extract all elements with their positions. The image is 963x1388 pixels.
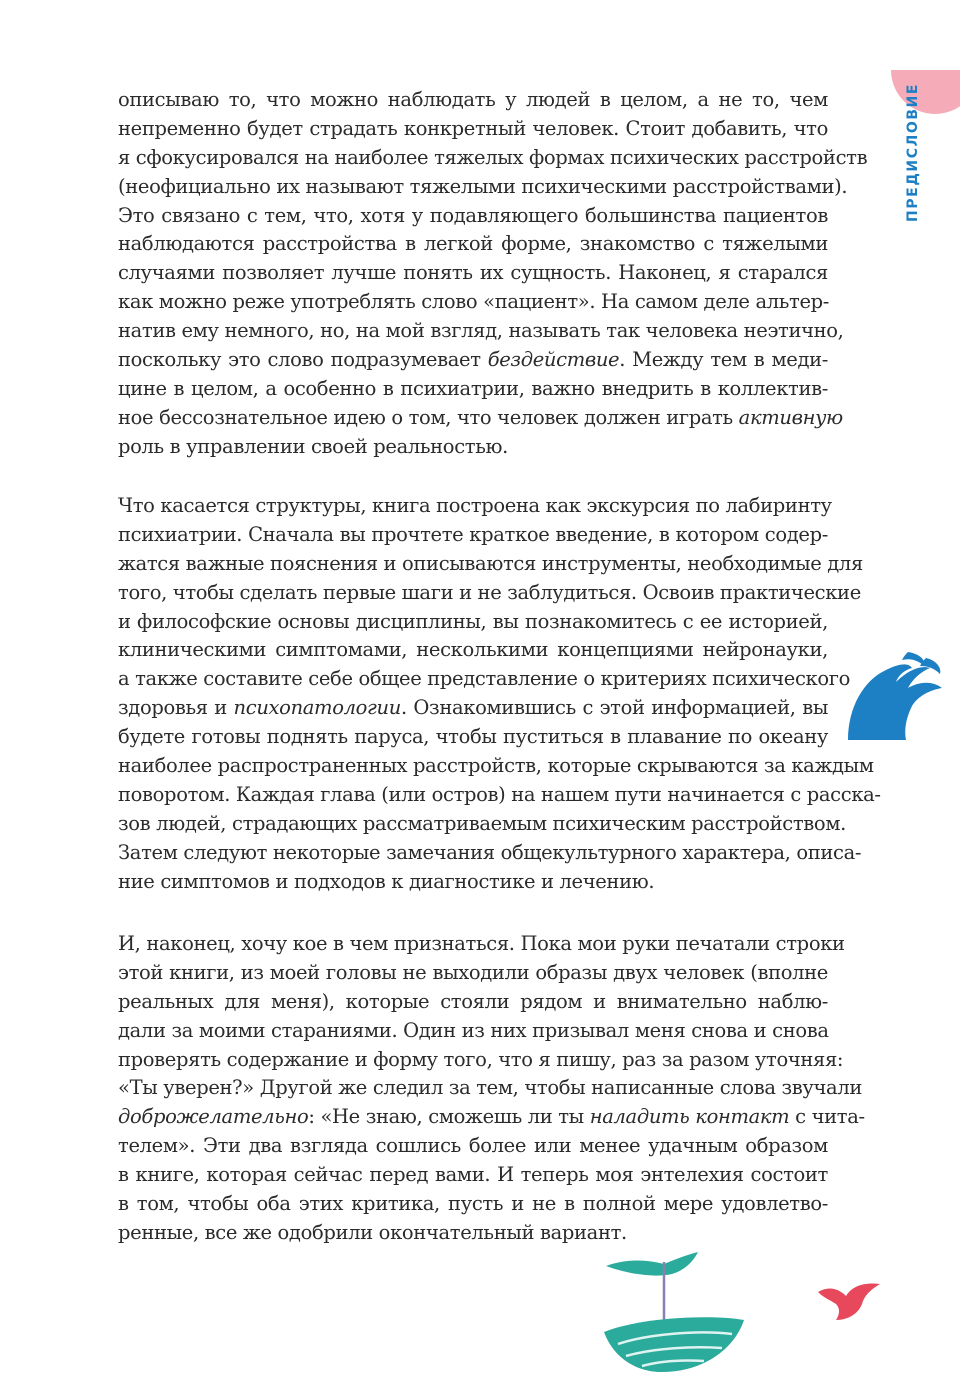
text-line: будете готовы поднять паруса, чтобы пуститься в плавание по океану (118, 725, 828, 749)
text-line: в том, чтобы оба этих критика, пусть и не в полной мере удовлетво- (118, 1192, 828, 1216)
bird-shape (818, 1284, 880, 1321)
text-line: Что касается структуры, книга построена как экскурсия по лабиринту (118, 494, 832, 517)
text-segment: . Ознакомившись с этой информацией, вы (400, 696, 828, 720)
text-line: а также составите себе общее представление о критериях психического (118, 667, 851, 691)
text-segment: : «Не знаю, сможешь ли ты (308, 1105, 590, 1129)
text-line: зов людей, страдающих рассматриваемым психическим расстройством. (118, 811, 846, 835)
text-line: (неофициально их называют тяжелыми психическими расстройствами). (118, 174, 848, 198)
text-line: того, чтобы сделать первые шаги и не заблудиться. Освоив практические (118, 580, 861, 604)
text-segment: здоровья и (118, 696, 234, 720)
wave-shape (848, 664, 942, 740)
text-line: психиатрии. Сначала вы прочтете краткое введение, в котором содер- (118, 522, 828, 546)
pink-circle-tab (890, 70, 960, 250)
text-line: цине в целом, а особенно в психиатрии, важно внедрить в коллектив- (118, 376, 828, 400)
paragraph-3 (118, 930, 865, 1248)
emphasis-text: активную (738, 405, 843, 429)
emphasis-text: бездействие (487, 348, 620, 372)
text-line: жатся важные пояснения и описываются инструменты, необходимые для (118, 551, 863, 575)
text-segment: . Между тем в меди- (619, 348, 828, 372)
section-label: ПРЕДИСЛОВИЕ (905, 82, 921, 222)
text-line: непременно будет страдать конкретный человек. Стоит добавить, что (118, 116, 828, 140)
text-line-mixed (118, 694, 828, 723)
emphasis-text: психопатологии (233, 696, 401, 720)
text-line: случаями позволяет лучше понять их сущность. Наконец, я старался (118, 261, 828, 285)
boat-flag (606, 1252, 698, 1276)
text-line: поворотом. Каждая глава (или остров) на нашем пути начинается с расска- (118, 782, 881, 806)
wave-crest (902, 652, 924, 666)
text-line: И, наконец, хочу кое в чем признаться. Пока мои руки печатали строки (118, 932, 845, 955)
text-line: проверять содержание и форму того, что я пишу, раз за разом уточняя: (118, 1047, 844, 1071)
text-line: натив ему немного, но, на мой взгляд, называть так человека неэтично, (118, 319, 844, 343)
bird-illustration (818, 1282, 882, 1326)
text-segment: с чита- (789, 1105, 865, 1129)
emphasis-text: доброжелательно (118, 1105, 309, 1129)
text-line: я сфокусировался на наиболее тяжелых формах психических расстройств (118, 145, 868, 169)
text-line: этой книги, из моей головы не выходили образы двух человек (вполне (118, 960, 828, 984)
text-line: ренные, все же одобрили окончательный вариант. (118, 1220, 627, 1244)
text-line: Затем следуют некоторые замечания общекультурного характера, описа- (118, 840, 862, 864)
wave-illustration (846, 652, 946, 742)
text-line-mixed (118, 346, 828, 375)
text-line: Это связано с тем, что, хотя у подавляющего большинства пациентов (118, 203, 828, 227)
text-line-mixed (118, 404, 843, 433)
boat-illustration (598, 1248, 748, 1378)
text-line: описываю то, что можно наблюдать у людей в целом, а не то, чем (118, 88, 828, 111)
text-line: «Ты уверен?» Другой же следил за тем, чтобы написанные слова звучали (118, 1076, 863, 1100)
text-segment: ное бессознательное идею о том, что человек должен играть (118, 405, 739, 429)
paragraph-1 (118, 86, 868, 462)
text-line-mixed (118, 1103, 865, 1132)
boat-hull (604, 1317, 744, 1372)
text-line: и философские основы дисциплины, вы познакомитесь с ее историей, (118, 609, 828, 633)
text-line: телем». Эти два взгляда сошлись более или менее удачным образом (118, 1134, 828, 1158)
paragraph-2 (118, 492, 881, 896)
text-line: ние симптомов и подходов к диагностике и лечению. (118, 869, 655, 893)
text-line: реальных для меня), которые стояли рядом и внимательно наблю- (118, 989, 828, 1013)
text-line: как можно реже употреблять слово «пациент». На самом деле альтер- (118, 290, 830, 314)
text-line: наблюдаются расстройства в легкой форме, знакомство с тяжелыми (118, 232, 828, 256)
text-line: роль в управлении своей реальностью. (118, 434, 508, 458)
text-segment: поскольку это слово подразумевает (118, 348, 488, 372)
emphasis-text: наладить контакт (589, 1105, 790, 1129)
text-line: клиническими симптомами, несколькими концепциями нейронауки, (118, 638, 828, 662)
text-line: наиболее распространенных расстройств, которые скрываются за каждым (118, 754, 874, 778)
text-line: дали за моими стараниями. Один из них призывал меня снова и снова (118, 1018, 829, 1042)
pink-circle (891, 70, 960, 114)
text-line: в книге, которая сейчас перед вами. И теперь моя энтелехия состоит (118, 1163, 828, 1187)
